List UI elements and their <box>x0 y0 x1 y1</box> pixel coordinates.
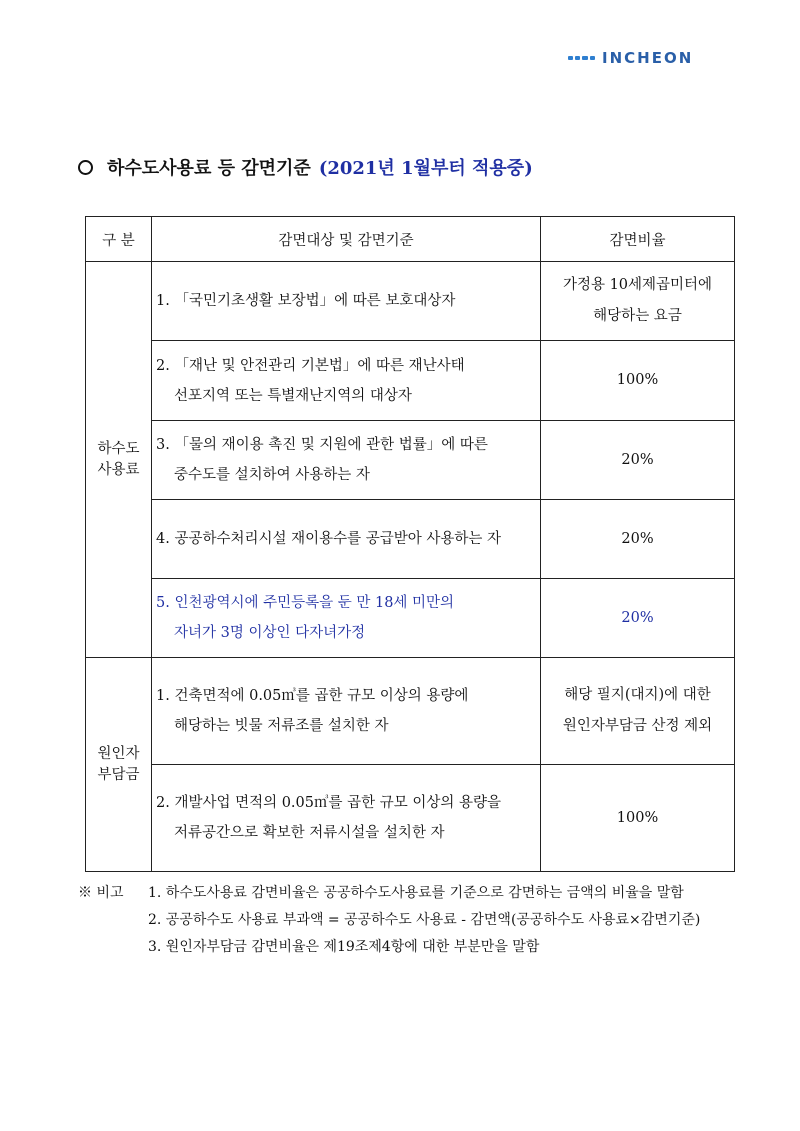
header-rate: 감면비율 <box>541 217 735 262</box>
reduction-table <box>85 216 735 872</box>
table-row <box>86 658 735 765</box>
category-line: 원인자 <box>97 745 140 762</box>
table-row <box>86 341 735 421</box>
criteria-line: 중수도를 설치하여 사용하는 자 <box>174 467 370 483</box>
rate-cell: 20% <box>541 579 735 658</box>
category-line: 사용료 <box>97 461 140 478</box>
circle-bullet-icon <box>78 160 93 175</box>
rate-cell: 20% <box>541 421 735 500</box>
rate-line: 해당 필지(대지)에 대한 <box>564 687 711 703</box>
header-category: 구 분 <box>86 217 152 262</box>
criteria-cell <box>152 658 541 765</box>
section-heading <box>76 154 533 180</box>
remarks-label: ※ 비고 <box>78 885 124 901</box>
logo-mark-icon <box>568 54 596 62</box>
rate-line: 해당하는 요금 <box>593 308 682 324</box>
criteria-cell <box>152 421 541 500</box>
table-header-row <box>86 217 735 262</box>
logo-text: INCHEON <box>602 49 694 67</box>
criteria-line: 3. 「물의 재이용 촉진 및 지원에 관한 법률」에 따른 <box>156 437 488 453</box>
criteria-line: 자녀가 3명 이상인 다자녀가정 <box>174 625 366 641</box>
criteria-cell <box>152 341 541 421</box>
incheon-logo <box>568 48 734 68</box>
criteria-line: 4. 공공하수처리시설 재이용수를 공급받아 사용하는 자 <box>156 531 502 547</box>
category-line: 부담금 <box>97 766 140 783</box>
criteria-line: 2. 개발사업 면적의 0.05㎥를 곱한 규모 이상의 용량을 <box>156 795 502 811</box>
remarks <box>78 880 700 961</box>
rate-cell: 20% <box>541 500 735 579</box>
criteria-cell <box>152 765 541 872</box>
header-criteria: 감면대상 및 감면기준 <box>152 217 541 262</box>
rate-cell: 100% <box>541 341 735 421</box>
heading-note: (2021년 1월부터 적용중) <box>318 158 533 179</box>
criteria-cell <box>152 262 541 341</box>
criteria-cell <box>152 500 541 579</box>
criteria-cell <box>152 579 541 658</box>
remark-item: 2. 공공하수도 사용료 부과액 = 공공하수도 사용료 - 감면액(공공하수도 사용료×감면기준) <box>148 912 701 928</box>
heading-title: 하수도사용료 등 감면기준 <box>107 158 311 179</box>
rate-cell <box>541 262 735 341</box>
criteria-line: 해당하는 빗물 저류조를 설치한 자 <box>174 718 389 734</box>
criteria-line: 저류공간으로 확보한 저류시설을 설치한 자 <box>174 825 445 841</box>
criteria-line: 5. 인천광역시에 주민등록을 둔 만 18세 미만의 <box>156 595 455 611</box>
remark-item: 3. 원인자부담금 감면비율은 제19조제4항에 대한 부분만을 말함 <box>148 939 540 955</box>
table-row-highlight <box>86 579 735 658</box>
table-row <box>86 765 735 872</box>
remark-item: 1. 하수도사용료 감면비율은 공공하수도사용료를 기준으로 감면하는 금액의 비율을 말함 <box>148 885 684 901</box>
category-cause-charge <box>86 658 152 872</box>
category-sewage-fee <box>86 262 152 658</box>
criteria-line: 1. 건축면적에 0.05㎥를 곱한 규모 이상의 용량에 <box>156 688 469 704</box>
table-row <box>86 262 735 341</box>
rate-line: 원인자부담금 산정 제외 <box>562 718 713 734</box>
category-line: 하수도 <box>97 440 140 457</box>
rate-cell <box>541 658 735 765</box>
rate-line: 가정용 10세제곱미터에 <box>562 277 713 293</box>
table-row <box>86 421 735 500</box>
criteria-line: 2. 「재난 및 안전관리 기본법」에 따른 재난사태 <box>156 357 465 374</box>
criteria-line: 1. 「국민기초생활 보장법」에 따른 보호대상자 <box>156 293 456 309</box>
criteria-line: 선포지역 또는 특별재난지역의 대상자 <box>174 387 412 404</box>
rate-cell: 100% <box>541 765 735 872</box>
table-row <box>86 500 735 579</box>
